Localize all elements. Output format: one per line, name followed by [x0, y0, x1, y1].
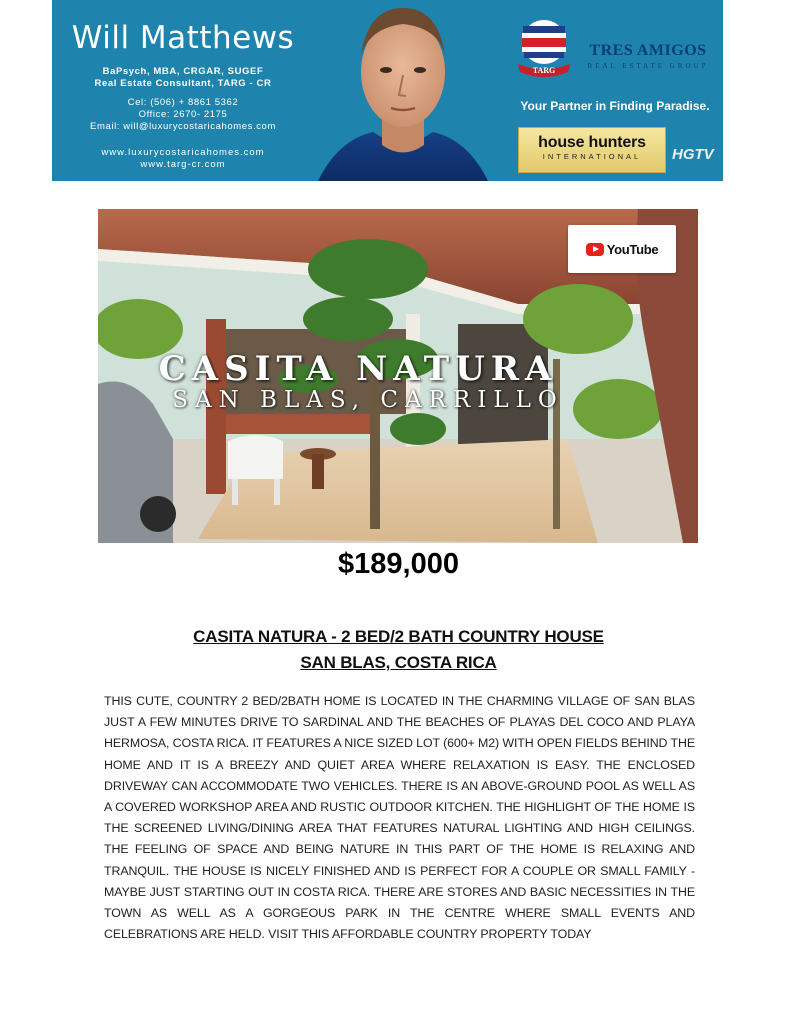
brand-tagline: Your Partner in Finding Paradise. [520, 99, 710, 113]
credentials-line-1: BaPsych, MBA, CRGAR, SUGEF [102, 66, 264, 77]
website-1: www.luxurycostaricahomes.com [101, 147, 265, 158]
agent-banner [52, 0, 723, 181]
house-hunters-word: house hunters [538, 134, 646, 151]
youtube-play-icon [586, 243, 604, 256]
targ-logo-icon [512, 12, 576, 82]
listing-heading-line-2: SAN BLAS, COSTA RICA [300, 653, 497, 672]
youtube-button[interactable] [568, 225, 676, 273]
office-phone: Office: 2670- 2175 [138, 109, 228, 120]
agent-credentials [52, 66, 314, 90]
website-2: www.targ-cr.com [140, 159, 226, 170]
email-address: Email: will@luxurycostaricahomes.com [90, 121, 276, 132]
brand-subtitle: REAL ESTATE GROUP [587, 62, 709, 70]
listing-heading-line-1: CASITA NATURA - 2 BED/2 BATH COUNTRY HOUSE [193, 627, 604, 646]
credentials-line-2: Real Estate Consultant, TARG - CR [94, 78, 272, 89]
agent-contact [52, 97, 314, 133]
youtube-label: YouTube [606, 241, 659, 257]
brand-name: TRES AMIGOS [589, 42, 707, 59]
agent-websites [52, 147, 314, 171]
agent-portrait [278, 0, 516, 181]
property-title-overlay: CASITA NATURA [158, 349, 558, 389]
listing-price: $189,000 [338, 548, 459, 580]
agent-name: Will Matthews [71, 20, 295, 56]
listing-heading [0, 624, 791, 676]
property-location-overlay: SAN BLAS, CARRILLO [172, 387, 564, 413]
property-photo [98, 209, 698, 543]
targ-badge-text: TARG [532, 66, 556, 75]
house-hunters-sub: INTERNATIONAL [542, 152, 642, 161]
cel-phone: Cel: (506) + 8861 5362 [127, 97, 239, 108]
listing-description: THIS CUTE, COUNTRY 2 BED/2BATH HOME IS LOCATED IN THE CHARMING VILLAGE OF SAN BLAS JUST A FEW MINUTES DRIVE TO SARDINAL AND THE BEACHES OF PLAYAS DEL COCO AND PLAYA HERMOSA, COSTA RICA. IT FEATURES A NICE SIZED LOT (600+ M2) WITH OPEN FIELDS BEHIND THE HOME AND IT IS A BREEZY AND QUIET AREA WHERE RELAXATION IS EASY. THE ENCLOSED DRIVEWAY CAN ACCOMMODATE TWO VEHICLES. THERE IS AN ABOVE-GROUND POOL AS WELL AS A COVERED WORKSHOP AREA AND RUSTIC OUTDOOR KITCHEN. THE HIGHLIGHT OF THE HOME IS THE SCREENED LIVING/DINING AREA THAT FEATURES NATURAL LIGHTING AND HIGH CEILINGS. THE FEELING OF SPACE AND BEING NATURE IN THIS PART OF THE HOME IS RELAXING AND TRANQUIL. THE HOUSE IS NICELY FINISHED AND IS PERFECT FOR A COUPLE OR SMALL FAMILY - MAYBE JUST STARTING OUT IN COSTA RICA. THERE ARE STORES AND BASIC NECESSITIES IN THE TOWN AS WELL AS A GORGEOUS PARK IN THE CENTRE WHERE SMALL EVENTS AND CELEBRATIONS ARE HELD. VISIT THIS AFFORDABLE COUNTRY PROPERTY TODAY [104, 694, 695, 942]
hgtv-logo: HGTV [672, 146, 714, 163]
house-hunters-logo [518, 127, 666, 173]
